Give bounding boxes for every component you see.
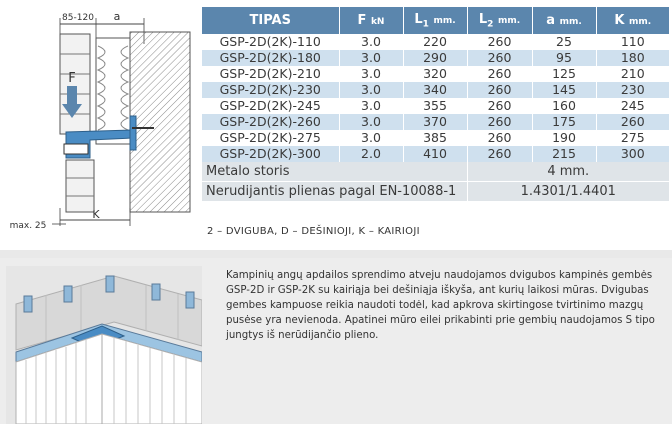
description-text: Kampinių angų apdailos sprendimo atveju naudojamos dvigubos kampinės gembės GSP-2D ir GSP-2K su kairiąja bei dešiniąja iškyša, ant kurių laikosi mūras. Dvigubas gembes kampuose reikia naudoti todėl, kad apkrova skirtingose tvirtinimo mazgų pusėse yra nevienoda. Apatinei mūro eilei prikabinti prie gembių naudojamos S tipo jungtys iš nerūdijančio plieno.: [226, 270, 655, 341]
table-row: [202, 114, 669, 130]
cell-k: 110: [596, 34, 669, 50]
cell-a: 160: [532, 98, 596, 114]
force-arrow-shaft: [67, 86, 77, 104]
type-legend: 2 – DVIGUBA, D – DEŠINIOJI, K – KAIRIOJI: [207, 226, 420, 237]
cell-f: 3.0: [339, 34, 403, 50]
cell-tipas: GSP-2D(2K)-230: [202, 82, 339, 98]
table-row: [202, 130, 669, 146]
cell-f: 2.0: [339, 146, 403, 162]
stainless-steel-value: 1.4301/1.4401: [467, 182, 669, 202]
cell-l1: 320: [403, 66, 467, 82]
cell-tipas: GSP-2D(2K)-275: [202, 130, 339, 146]
cell-l1: 355: [403, 98, 467, 114]
table-row: [202, 82, 669, 98]
table-header-row: [202, 7, 669, 34]
table-row: [202, 50, 669, 66]
force-f-label: F: [68, 71, 76, 86]
corner-bracket-illustration: [6, 266, 202, 424]
metal-thickness-label: Metalo storis: [202, 162, 467, 182]
cell-f: 3.0: [339, 130, 403, 146]
cell-k: 260: [596, 114, 669, 130]
header-a: a mm.: [532, 7, 596, 34]
header-l2: $L_2$ mm.: [467, 7, 532, 34]
cell-f: 3.0: [339, 114, 403, 130]
metal-thickness-row: [202, 162, 669, 182]
cell-f: 3.0: [339, 50, 403, 66]
cell-tipas: GSP-2D(2K)-300: [202, 146, 339, 162]
cell-k: 210: [596, 66, 669, 82]
cell-l1: 385: [403, 130, 467, 146]
cell-a: 145: [532, 82, 596, 98]
table-row: [202, 34, 669, 50]
cell-tipas: GSP-2D(2K)-110: [202, 34, 339, 50]
cell-l2: 260: [467, 66, 532, 82]
cell-a: 175: [532, 114, 596, 130]
cell-l1: 370: [403, 114, 467, 130]
header-f: F kN: [339, 7, 403, 34]
bracket-section-drawing: [4, 4, 200, 234]
cell-a: 95: [532, 50, 596, 66]
cell-l2: 260: [467, 146, 532, 162]
cell-l1: 340: [403, 82, 467, 98]
cell-k: 230: [596, 82, 669, 98]
cell-l1: 220: [403, 34, 467, 50]
dim-85-120-label: 85-120: [62, 13, 94, 23]
cell-l1: 290: [403, 50, 467, 66]
cell-a: 125: [532, 66, 596, 82]
dim-max-label: max. 25: [9, 221, 47, 231]
cell-l2: 260: [467, 114, 532, 130]
cell-f: 3.0: [339, 82, 403, 98]
table-row: [202, 66, 669, 82]
cell-l2: 260: [467, 130, 532, 146]
cell-k: 275: [596, 130, 669, 146]
cell-tipas: GSP-2D(2K)-260: [202, 114, 339, 130]
section-divider: [0, 250, 672, 258]
table-row: [202, 98, 669, 114]
table-row: [202, 146, 669, 162]
cell-k: 180: [596, 50, 669, 66]
stainless-steel-label: Nerudijantis plienas pagal EN-10088-1: [202, 182, 467, 202]
header-tipas: TIPAS: [202, 7, 339, 34]
cell-a: 25: [532, 34, 596, 50]
cell-l2: 260: [467, 82, 532, 98]
cell-l1: 410: [403, 146, 467, 162]
cell-tipas: GSP-2D(2K)-210: [202, 66, 339, 82]
cell-a: 215: [532, 146, 596, 162]
cell-tipas: GSP-2D(2K)-245: [202, 98, 339, 114]
cell-l2: 260: [467, 50, 532, 66]
dim-k-label: K: [92, 208, 100, 221]
cell-a: 190: [532, 130, 596, 146]
cell-k: 300: [596, 146, 669, 162]
description-panel: [0, 258, 672, 424]
spec-table: [202, 7, 669, 201]
cell-l2: 260: [467, 98, 532, 114]
stainless-steel-row: [202, 182, 669, 202]
cell-f: 3.0: [339, 98, 403, 114]
header-k: K mm.: [596, 7, 669, 34]
header-l1: $L_1$ mm.: [403, 7, 467, 34]
cell-k: 245: [596, 98, 669, 114]
metal-thickness-value: 4 mm.: [467, 162, 669, 182]
cell-f: 3.0: [339, 66, 403, 82]
cell-tipas: GSP-2D(2K)-180: [202, 50, 339, 66]
cell-l2: 260: [467, 34, 532, 50]
dim-a-label: a: [113, 10, 121, 23]
